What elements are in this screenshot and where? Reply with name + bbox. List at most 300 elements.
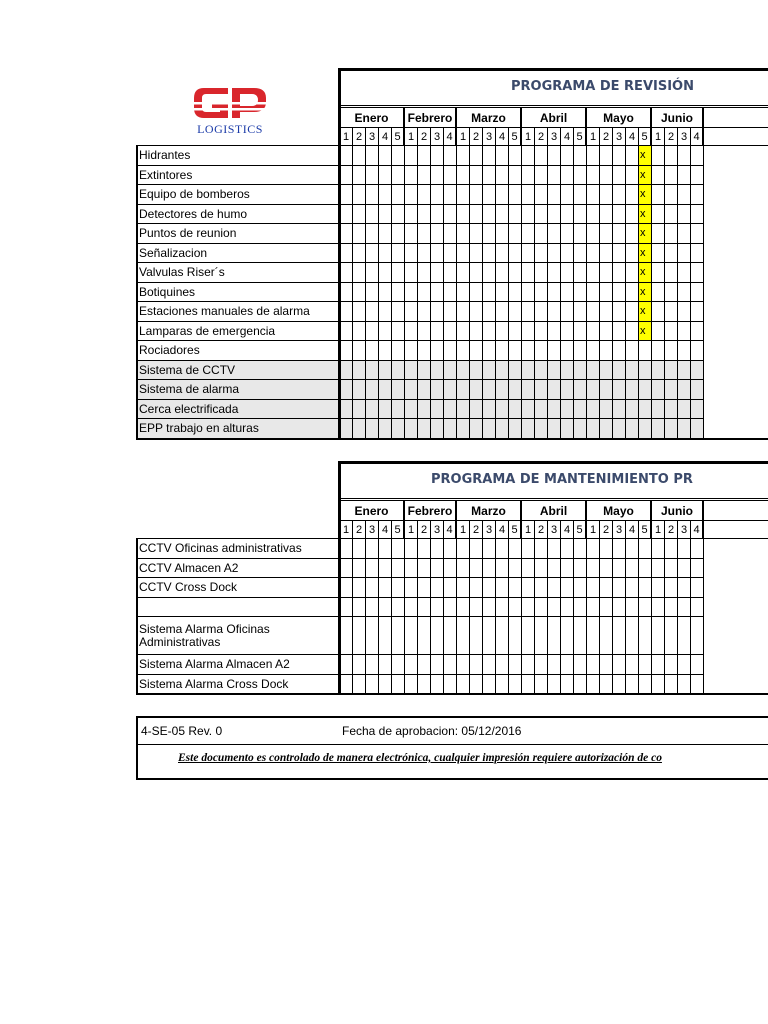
schedule-cell[interactable] [366, 419, 379, 439]
schedule-cell[interactable] [548, 244, 561, 264]
schedule-cell[interactable] [470, 578, 483, 598]
schedule-cell[interactable] [483, 283, 496, 303]
schedule-cell[interactable] [652, 244, 665, 264]
schedule-cell[interactable] [652, 322, 665, 342]
schedule-cell[interactable] [691, 302, 704, 322]
schedule-cell[interactable] [587, 341, 600, 361]
schedule-cell[interactable] [574, 419, 587, 439]
schedule-cell[interactable] [561, 244, 574, 264]
schedule-cell[interactable] [548, 675, 561, 695]
schedule-cell[interactable] [418, 224, 431, 244]
schedule-cell[interactable] [587, 224, 600, 244]
schedule-cell[interactable] [366, 539, 379, 559]
schedule-cell[interactable] [353, 675, 366, 695]
schedule-cell[interactable] [535, 185, 548, 205]
schedule-cell[interactable] [678, 185, 691, 205]
schedule-cell[interactable] [561, 598, 574, 618]
schedule-cell[interactable] [418, 263, 431, 283]
schedule-cell[interactable] [431, 146, 444, 166]
schedule-cell[interactable] [665, 263, 678, 283]
schedule-cell[interactable] [522, 244, 535, 264]
schedule-cell[interactable] [444, 617, 457, 655]
schedule-cell[interactable] [483, 205, 496, 225]
schedule-cell[interactable] [392, 263, 405, 283]
schedule-cell[interactable] [353, 205, 366, 225]
schedule-cell[interactable] [574, 598, 587, 618]
schedule-cell[interactable] [366, 224, 379, 244]
schedule-cell[interactable] [639, 617, 652, 655]
schedule-cell[interactable] [483, 598, 496, 618]
schedule-cell[interactable] [379, 655, 392, 675]
schedule-cell[interactable] [522, 205, 535, 225]
schedule-cell[interactable] [665, 283, 678, 303]
schedule-cell[interactable] [470, 146, 483, 166]
schedule-mark[interactable]: x [639, 263, 652, 283]
schedule-cell[interactable] [626, 185, 639, 205]
schedule-cell[interactable] [522, 380, 535, 400]
schedule-cell[interactable] [483, 244, 496, 264]
schedule-cell[interactable] [457, 263, 470, 283]
schedule-cell[interactable] [496, 578, 509, 598]
schedule-cell[interactable] [418, 617, 431, 655]
schedule-cell[interactable] [483, 380, 496, 400]
schedule-cell[interactable] [483, 539, 496, 559]
schedule-cell[interactable] [561, 539, 574, 559]
schedule-cell[interactable] [379, 224, 392, 244]
schedule-cell[interactable] [379, 185, 392, 205]
schedule-cell[interactable] [431, 244, 444, 264]
schedule-cell[interactable] [444, 598, 457, 618]
schedule-cell[interactable] [353, 539, 366, 559]
schedule-cell[interactable] [574, 302, 587, 322]
schedule-cell[interactable] [652, 302, 665, 322]
schedule-cell[interactable] [444, 146, 457, 166]
schedule-cell[interactable] [392, 185, 405, 205]
schedule-cell[interactable] [691, 185, 704, 205]
schedule-cell[interactable] [613, 166, 626, 186]
schedule-cell[interactable] [457, 578, 470, 598]
schedule-cell[interactable] [431, 655, 444, 675]
schedule-cell[interactable] [444, 578, 457, 598]
schedule-cell[interactable] [574, 205, 587, 225]
schedule-cell[interactable] [678, 146, 691, 166]
schedule-cell[interactable] [652, 419, 665, 439]
schedule-cell[interactable] [366, 675, 379, 695]
schedule-cell[interactable] [509, 539, 522, 559]
schedule-cell[interactable] [366, 205, 379, 225]
schedule-cell[interactable] [379, 205, 392, 225]
schedule-cell[interactable] [652, 205, 665, 225]
schedule-cell[interactable] [353, 559, 366, 579]
schedule-cell[interactable] [470, 166, 483, 186]
schedule-cell[interactable] [392, 283, 405, 303]
schedule-cell[interactable] [639, 400, 652, 420]
schedule-cell[interactable] [587, 675, 600, 695]
schedule-cell[interactable] [639, 675, 652, 695]
schedule-cell[interactable] [418, 205, 431, 225]
schedule-cell[interactable] [613, 244, 626, 264]
schedule-cell[interactable] [470, 400, 483, 420]
schedule-cell[interactable] [340, 559, 353, 579]
schedule-cell[interactable] [379, 617, 392, 655]
schedule-cell[interactable] [392, 578, 405, 598]
schedule-cell[interactable] [431, 283, 444, 303]
schedule-cell[interactable] [587, 419, 600, 439]
schedule-cell[interactable] [405, 302, 418, 322]
schedule-cell[interactable] [509, 283, 522, 303]
schedule-cell[interactable] [444, 283, 457, 303]
schedule-cell[interactable] [470, 675, 483, 695]
schedule-cell[interactable] [418, 244, 431, 264]
schedule-cell[interactable] [509, 400, 522, 420]
schedule-cell[interactable] [639, 559, 652, 579]
schedule-cell[interactable] [561, 322, 574, 342]
schedule-cell[interactable] [587, 655, 600, 675]
schedule-cell[interactable] [340, 655, 353, 675]
schedule-cell[interactable] [665, 598, 678, 618]
schedule-cell[interactable] [457, 400, 470, 420]
schedule-cell[interactable] [652, 539, 665, 559]
schedule-cell[interactable] [626, 322, 639, 342]
schedule-cell[interactable] [496, 380, 509, 400]
schedule-cell[interactable] [340, 302, 353, 322]
schedule-cell[interactable] [522, 675, 535, 695]
schedule-mark[interactable]: x [639, 185, 652, 205]
schedule-cell[interactable] [366, 400, 379, 420]
schedule-cell[interactable] [665, 185, 678, 205]
schedule-cell[interactable] [548, 578, 561, 598]
schedule-cell[interactable] [392, 146, 405, 166]
schedule-cell[interactable] [431, 559, 444, 579]
schedule-cell[interactable] [353, 322, 366, 342]
schedule-cell[interactable] [652, 675, 665, 695]
schedule-cell[interactable] [561, 675, 574, 695]
schedule-cell[interactable] [431, 322, 444, 342]
schedule-cell[interactable] [509, 559, 522, 579]
schedule-cell[interactable] [522, 341, 535, 361]
schedule-cell[interactable] [483, 578, 496, 598]
schedule-cell[interactable] [665, 655, 678, 675]
schedule-cell[interactable] [678, 166, 691, 186]
schedule-cell[interactable] [587, 539, 600, 559]
schedule-cell[interactable] [561, 655, 574, 675]
schedule-cell[interactable] [626, 244, 639, 264]
schedule-cell[interactable] [431, 539, 444, 559]
schedule-cell[interactable] [691, 617, 704, 655]
schedule-cell[interactable] [691, 559, 704, 579]
schedule-cell[interactable] [678, 675, 691, 695]
schedule-cell[interactable] [483, 400, 496, 420]
schedule-cell[interactable] [366, 655, 379, 675]
schedule-cell[interactable] [366, 185, 379, 205]
schedule-cell[interactable] [626, 539, 639, 559]
schedule-cell[interactable] [470, 341, 483, 361]
schedule-cell[interactable] [665, 419, 678, 439]
schedule-cell[interactable] [691, 675, 704, 695]
schedule-cell[interactable] [678, 539, 691, 559]
schedule-cell[interactable] [431, 617, 444, 655]
schedule-cell[interactable] [665, 244, 678, 264]
schedule-cell[interactable] [509, 598, 522, 618]
schedule-mark[interactable]: x [639, 302, 652, 322]
schedule-cell[interactable] [496, 617, 509, 655]
schedule-cell[interactable] [509, 185, 522, 205]
schedule-cell[interactable] [652, 166, 665, 186]
schedule-cell[interactable] [574, 341, 587, 361]
schedule-cell[interactable] [522, 361, 535, 381]
schedule-cell[interactable] [418, 400, 431, 420]
schedule-cell[interactable] [522, 655, 535, 675]
schedule-cell[interactable] [392, 244, 405, 264]
schedule-cell[interactable] [626, 578, 639, 598]
schedule-cell[interactable] [691, 283, 704, 303]
schedule-cell[interactable] [626, 166, 639, 186]
schedule-cell[interactable] [405, 675, 418, 695]
schedule-cell[interactable] [392, 166, 405, 186]
schedule-cell[interactable] [509, 322, 522, 342]
schedule-mark[interactable]: x [639, 205, 652, 225]
schedule-cell[interactable] [548, 655, 561, 675]
schedule-cell[interactable] [548, 341, 561, 361]
schedule-cell[interactable] [691, 361, 704, 381]
schedule-cell[interactable] [691, 539, 704, 559]
schedule-cell[interactable] [548, 598, 561, 618]
schedule-cell[interactable] [535, 617, 548, 655]
schedule-cell[interactable] [405, 322, 418, 342]
schedule-cell[interactable] [431, 400, 444, 420]
schedule-mark[interactable]: x [639, 283, 652, 303]
schedule-cell[interactable] [535, 166, 548, 186]
schedule-cell[interactable] [457, 302, 470, 322]
schedule-cell[interactable] [509, 205, 522, 225]
schedule-cell[interactable] [366, 302, 379, 322]
schedule-cell[interactable] [496, 322, 509, 342]
schedule-cell[interactable] [587, 283, 600, 303]
schedule-cell[interactable] [665, 617, 678, 655]
schedule-cell[interactable] [431, 185, 444, 205]
schedule-cell[interactable] [535, 244, 548, 264]
schedule-cell[interactable] [613, 302, 626, 322]
schedule-cell[interactable] [561, 185, 574, 205]
schedule-cell[interactable] [535, 559, 548, 579]
schedule-cell[interactable] [626, 205, 639, 225]
schedule-cell[interactable] [691, 166, 704, 186]
schedule-cell[interactable] [457, 224, 470, 244]
schedule-cell[interactable] [444, 675, 457, 695]
schedule-cell[interactable] [600, 559, 613, 579]
schedule-cell[interactable] [665, 302, 678, 322]
schedule-cell[interactable] [431, 224, 444, 244]
schedule-cell[interactable] [600, 224, 613, 244]
schedule-cell[interactable] [613, 655, 626, 675]
schedule-cell[interactable] [444, 341, 457, 361]
schedule-cell[interactable] [366, 578, 379, 598]
schedule-cell[interactable] [574, 244, 587, 264]
schedule-cell[interactable] [431, 361, 444, 381]
schedule-cell[interactable] [652, 361, 665, 381]
schedule-cell[interactable] [496, 166, 509, 186]
schedule-cell[interactable] [353, 655, 366, 675]
schedule-cell[interactable] [366, 283, 379, 303]
schedule-cell[interactable] [392, 655, 405, 675]
schedule-cell[interactable] [574, 283, 587, 303]
schedule-cell[interactable] [652, 185, 665, 205]
schedule-cell[interactable] [535, 283, 548, 303]
schedule-cell[interactable] [574, 224, 587, 244]
schedule-cell[interactable] [626, 361, 639, 381]
schedule-cell[interactable] [600, 598, 613, 618]
schedule-cell[interactable] [691, 224, 704, 244]
schedule-cell[interactable] [496, 146, 509, 166]
schedule-cell[interactable] [548, 559, 561, 579]
schedule-cell[interactable] [379, 302, 392, 322]
schedule-cell[interactable] [379, 166, 392, 186]
schedule-cell[interactable] [626, 341, 639, 361]
schedule-cell[interactable] [405, 361, 418, 381]
schedule-cell[interactable] [366, 166, 379, 186]
schedule-cell[interactable] [587, 380, 600, 400]
schedule-cell[interactable] [613, 263, 626, 283]
schedule-cell[interactable] [587, 244, 600, 264]
schedule-cell[interactable] [340, 675, 353, 695]
schedule-cell[interactable] [574, 578, 587, 598]
schedule-cell[interactable] [626, 380, 639, 400]
schedule-cell[interactable] [340, 539, 353, 559]
schedule-cell[interactable] [600, 185, 613, 205]
schedule-cell[interactable] [470, 617, 483, 655]
schedule-cell[interactable] [678, 617, 691, 655]
schedule-cell[interactable] [470, 244, 483, 264]
schedule-cell[interactable] [509, 341, 522, 361]
schedule-cell[interactable] [652, 598, 665, 618]
schedule-cell[interactable] [379, 322, 392, 342]
schedule-cell[interactable] [444, 655, 457, 675]
schedule-cell[interactable] [418, 675, 431, 695]
schedule-cell[interactable] [613, 341, 626, 361]
schedule-cell[interactable] [379, 263, 392, 283]
schedule-cell[interactable] [340, 361, 353, 381]
schedule-cell[interactable] [366, 559, 379, 579]
schedule-cell[interactable] [600, 146, 613, 166]
schedule-cell[interactable] [483, 361, 496, 381]
schedule-cell[interactable] [561, 263, 574, 283]
schedule-cell[interactable] [574, 559, 587, 579]
schedule-cell[interactable] [600, 341, 613, 361]
schedule-cell[interactable] [470, 185, 483, 205]
schedule-cell[interactable] [535, 263, 548, 283]
schedule-cell[interactable] [366, 380, 379, 400]
schedule-cell[interactable] [574, 539, 587, 559]
schedule-cell[interactable] [522, 419, 535, 439]
schedule-cell[interactable] [457, 244, 470, 264]
schedule-cell[interactable] [392, 322, 405, 342]
schedule-cell[interactable] [392, 302, 405, 322]
schedule-cell[interactable] [574, 185, 587, 205]
schedule-cell[interactable] [392, 598, 405, 618]
schedule-cell[interactable] [691, 322, 704, 342]
schedule-cell[interactable] [600, 539, 613, 559]
schedule-cell[interactable] [587, 205, 600, 225]
schedule-cell[interactable] [444, 559, 457, 579]
schedule-cell[interactable] [548, 419, 561, 439]
schedule-cell[interactable] [405, 578, 418, 598]
schedule-cell[interactable] [561, 617, 574, 655]
schedule-cell[interactable] [535, 361, 548, 381]
schedule-cell[interactable] [626, 224, 639, 244]
schedule-cell[interactable] [613, 675, 626, 695]
schedule-cell[interactable] [522, 185, 535, 205]
schedule-cell[interactable] [613, 283, 626, 303]
schedule-cell[interactable] [353, 419, 366, 439]
schedule-cell[interactable] [496, 400, 509, 420]
schedule-cell[interactable] [340, 205, 353, 225]
schedule-cell[interactable] [444, 263, 457, 283]
schedule-cell[interactable] [353, 263, 366, 283]
schedule-cell[interactable] [626, 598, 639, 618]
schedule-cell[interactable] [613, 598, 626, 618]
schedule-cell[interactable] [379, 146, 392, 166]
schedule-cell[interactable] [548, 166, 561, 186]
schedule-cell[interactable] [457, 185, 470, 205]
schedule-cell[interactable] [470, 539, 483, 559]
schedule-cell[interactable] [496, 655, 509, 675]
schedule-cell[interactable] [431, 578, 444, 598]
schedule-cell[interactable] [678, 283, 691, 303]
schedule-cell[interactable] [470, 205, 483, 225]
schedule-mark[interactable]: x [639, 224, 652, 244]
schedule-cell[interactable] [444, 400, 457, 420]
schedule-cell[interactable] [535, 205, 548, 225]
schedule-cell[interactable] [561, 166, 574, 186]
schedule-cell[interactable] [405, 224, 418, 244]
schedule-cell[interactable] [470, 263, 483, 283]
schedule-cell[interactable] [470, 283, 483, 303]
schedule-cell[interactable] [678, 302, 691, 322]
schedule-cell[interactable] [457, 341, 470, 361]
schedule-cell[interactable] [418, 380, 431, 400]
schedule-cell[interactable] [496, 419, 509, 439]
schedule-cell[interactable] [431, 166, 444, 186]
schedule-cell[interactable] [639, 419, 652, 439]
schedule-cell[interactable] [613, 185, 626, 205]
schedule-cell[interactable] [522, 146, 535, 166]
schedule-cell[interactable] [600, 361, 613, 381]
schedule-cell[interactable] [340, 224, 353, 244]
schedule-cell[interactable] [457, 146, 470, 166]
schedule-cell[interactable] [626, 146, 639, 166]
schedule-cell[interactable] [665, 166, 678, 186]
schedule-cell[interactable] [353, 166, 366, 186]
schedule-cell[interactable] [535, 419, 548, 439]
schedule-cell[interactable] [431, 598, 444, 618]
schedule-cell[interactable] [561, 283, 574, 303]
schedule-cell[interactable] [496, 539, 509, 559]
schedule-cell[interactable] [561, 224, 574, 244]
schedule-cell[interactable] [587, 146, 600, 166]
schedule-cell[interactable] [522, 302, 535, 322]
schedule-cell[interactable] [379, 419, 392, 439]
schedule-cell[interactable] [470, 559, 483, 579]
schedule-cell[interactable] [522, 263, 535, 283]
schedule-cell[interactable] [522, 283, 535, 303]
schedule-cell[interactable] [431, 302, 444, 322]
schedule-cell[interactable] [652, 263, 665, 283]
schedule-cell[interactable] [379, 559, 392, 579]
schedule-cell[interactable] [613, 419, 626, 439]
schedule-cell[interactable] [574, 166, 587, 186]
schedule-cell[interactable] [340, 598, 353, 618]
schedule-cell[interactable] [613, 380, 626, 400]
